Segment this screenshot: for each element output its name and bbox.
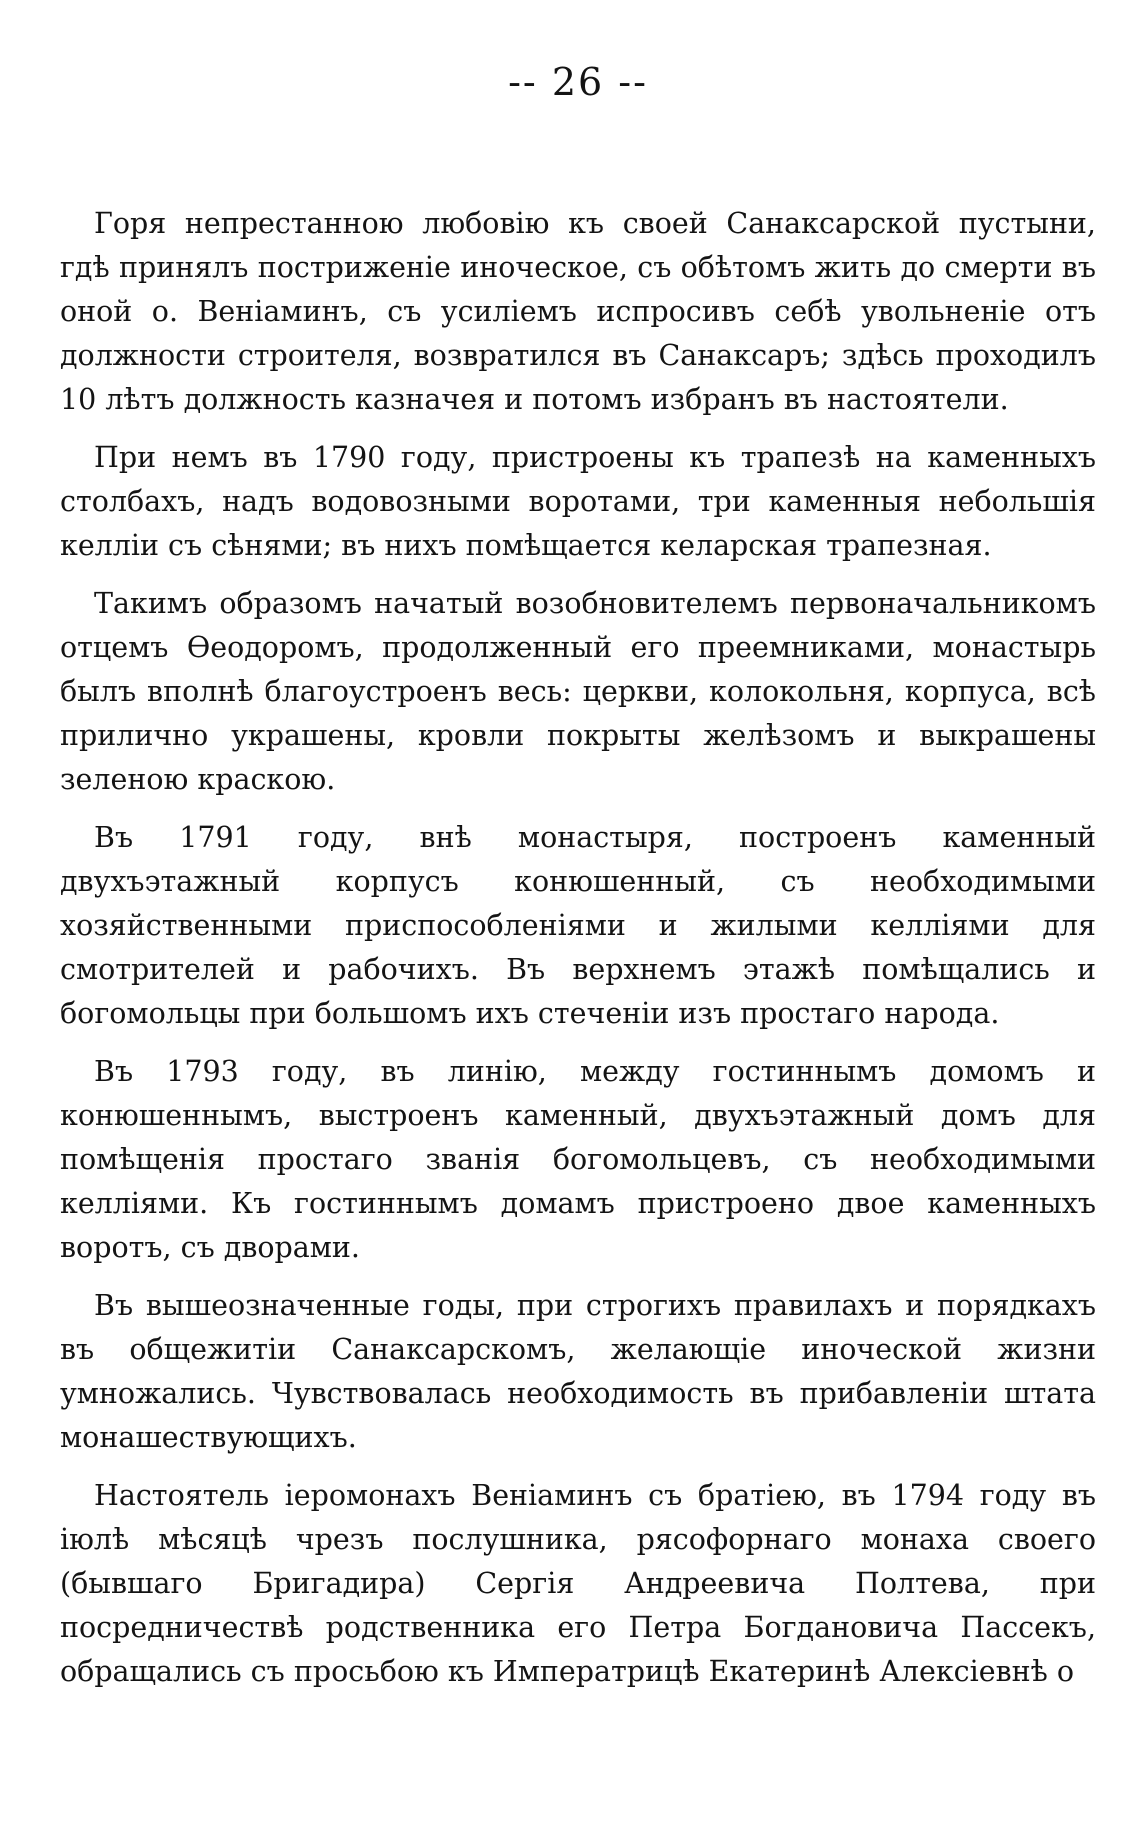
paragraph-7: Настоятель іеромонахъ Веніаминъ съ братіею, въ 1794 году въ іюлѣ мѣсяцѣ чрезъ послушника, рясофорнаго монаха своего (бывшаго Бригадира) Сергія Андреевича Полтева, при посредничествѣ родственника его Петра Богдановича Пассекъ, обращались съ просьбою къ Императрицѣ Екатеринѣ Алексіевнѣ о [60, 1479, 1096, 1688]
paragraph-1: Горя непрестанною любовію къ своей Санаксарской пустыни, гдѣ принялъ постриженіе иноческое, съ обѣтомъ жить до смерти въ оной о. Веніаминъ, съ усиліемъ испросивъ себѣ увольненіе отъ должности строителя, возвратился въ Санаксаръ; здѣсь проходилъ 10 лѣтъ должность казначея и потомъ избранъ въ настоятели. [60, 207, 1096, 416]
paragraph-4: Въ 1791 году, внѣ монастыря, построенъ каменный двухъэтажный корпусъ конюшенный, съ необходимыми хозяйственными приспособленіями и жилыми келліями для смотрителей и рабочихъ. Въ верхнемъ этажѣ помѣщались и богомольцы при большомъ ихъ стеченіи изъ простаго народа. [60, 821, 1096, 1030]
paragraph-3: Такимъ образомъ начатый возобновителемъ первоначальникомъ отцемъ Ѳеодоромъ, продолженный его преемниками, монастырь былъ вполнѣ благоустроенъ весь: церкви, колокольня, корпуса, всѣ прилично украшены, кровли покрыты желѣзомъ и выкрашены зеленою краскою. [60, 587, 1096, 796]
paragraph-5: Въ 1793 году, въ линію, между гостиннымъ домомъ и конюшеннымъ, выстроенъ каменный, двухъэтажный домъ для помѣщенія простаго званія богомольцевъ, съ необходимыми келліями. Къ гостиннымъ домамъ пристроено двое каменныхъ воротъ, съ дворами. [60, 1055, 1096, 1264]
paragraph-2: При немъ въ 1790 году, пристроены къ трапезѣ на каменныхъ столбахъ, надъ водовозными воротами, три каменныя небольшія келліи съ сѣнями; въ нихъ помѣщается келарская трапезная. [60, 441, 1096, 562]
paragraph-6: Въ вышеозначенные годы, при строгихъ правилахъ и порядкахъ въ общежитіи Санаксарскомъ, желающіе иноческой жизни умножались. Чувствовалась необходимость въ прибавленіи штата монашествующихъ. [60, 1289, 1096, 1454]
page-number: -- 26 -- [508, 60, 648, 104]
